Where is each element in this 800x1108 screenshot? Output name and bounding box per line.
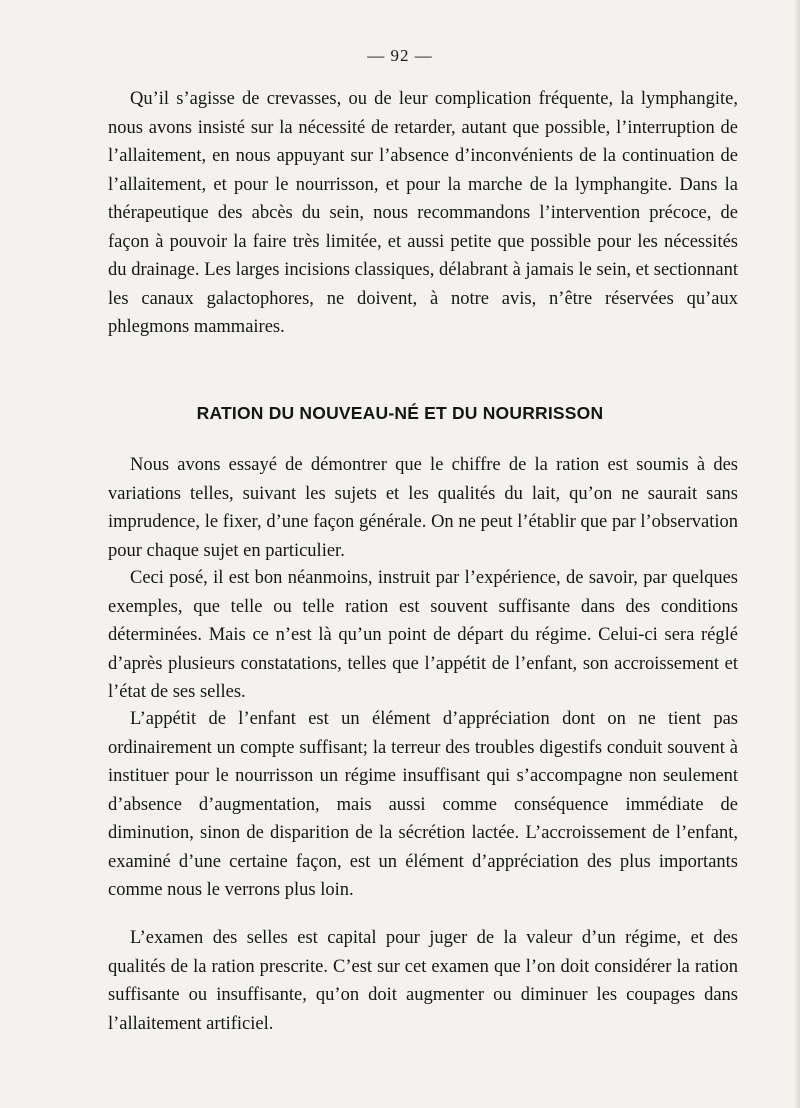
paragraph-crevasses: Qu’il s’agisse de crevasses, ou de leur complication fréquente, la lymphangite, nous avons insisté sur la nécessité de retarder, autant que possible, l’interruption de l’allaitement, en nous appuyant sur l’absence d’inconvénients de la continuation de l’allaitement, et pour le nourrisson, et pour la marche de la lymphangite. Dans la thérapeutique des abcès du sein, nous recommandons l’intervention précoce, de façon à pouvoir la faire très limitée, et aussi petite que possible pour les nécessités du drainage. Les larges incisions classiques, délabrant à jamais le sein, et sectionnant les canaux galactophores, ne doivent, à notre avis, n’être réservées qu’aux phlegmons mammaires. (108, 89, 738, 337)
section-heading: RATION DU NOUVEAU-NÉ ET DU NOURRISSON (196, 403, 604, 423)
paragraph-appetite: L’appétit de l’enfant est un élément d’appréciation dont on ne tient pas ordinairement un compte suffisant; la terreur des troubles digestifs conduit souvent à instituer pour le nourrisson un régime insuffisant qui s’accompagne non seulement d’absence d’augmentation, mais aussi comme conséquence immédiate de diminution, sinon de disparition de la sécrétion lactée. L’accroissement de l’enfant, examiné d’une certaine façon, est un élément d’appréciation des plus importants comme nous le verrons plus loin. (108, 709, 738, 900)
paragraph-ration-examples: Ceci posé, il est bon néanmoins, instruit par l’expérience, de savoir, par quelques exemples, que telle ou telle ration est souvent suffisante dans des conditions déterminées. Mais ce n’est là qu’un point de départ du régime. Celui-ci sera réglé d’après plusieurs constatations, telles que l’appétit de l’enfant, son accroissement et l’état de ses selles. (108, 568, 738, 702)
page-number: — 92 — (367, 46, 433, 65)
paragraph-stool-examination: L’examen des selles est capital pour juger de la valeur d’un régime, et des qualités de la ration prescrite. C’est sur cet examen que l’on doit considérer la ration suffisante ou insuffisante, qu’on doit augmenter ou diminuer les coupages dans l’allaitement artificiel. (108, 928, 738, 1034)
page-edge-shadow (794, 0, 800, 1108)
paragraph-ration-variations: Nous avons essayé de démontrer que le chiffre de la ration est soumis à des variations telles, suivant les sujets et les qualités du lait, qu’on ne saurait sans imprudence, le fixer, d’une façon générale. On ne peut l’établir que par l’observation pour chaque sujet en particulier. (108, 455, 738, 561)
